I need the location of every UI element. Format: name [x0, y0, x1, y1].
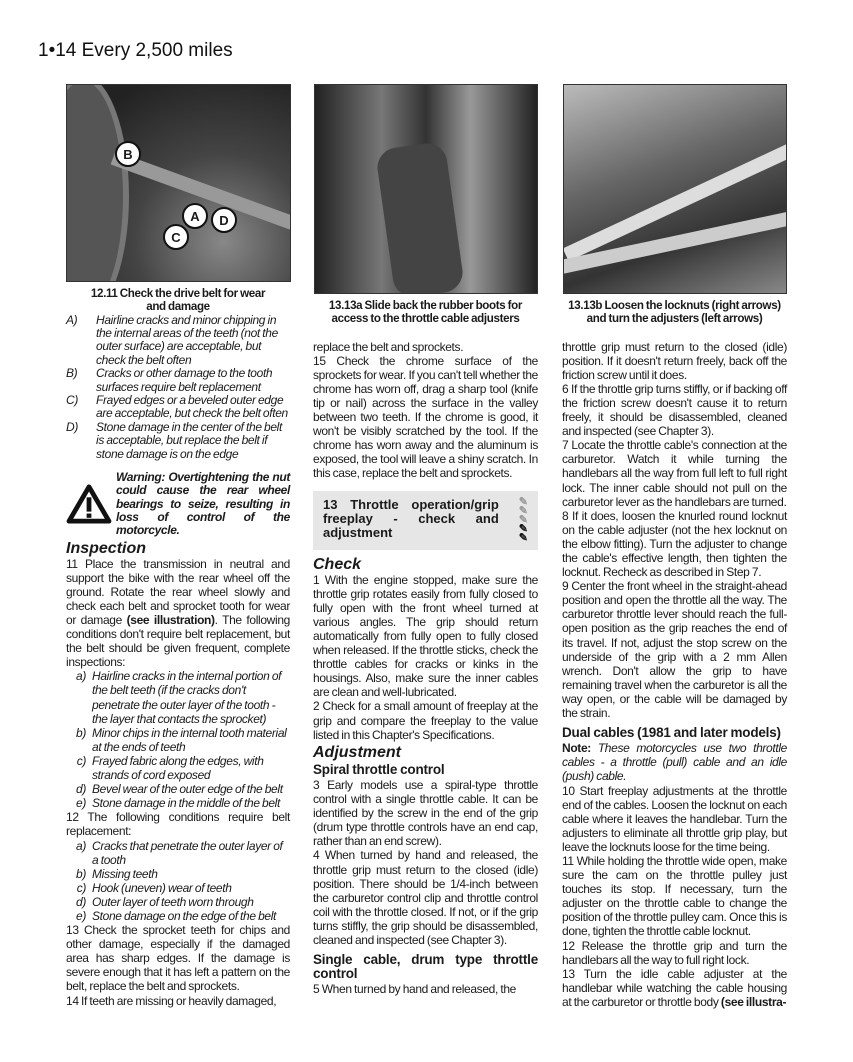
paragraph-5-cont: throttle grip must return to the closed (idle) position. If it doesn't return freely, back off the friction screw until it does.: [562, 339, 787, 382]
spanner-difficulty-icon: ✎ ✎ ✎ ✎ ✎: [518, 495, 528, 544]
callout-c: C: [163, 224, 189, 250]
paragraph-6: 6 If the throttle grip turns stiffly, or if backing off the friction screw doesn't cause it to return freely, it should be disassembled, cleaned and inspected (see Chapter 3).: [562, 381, 787, 439]
paragraph-10: 10 Start freeplay adjustments at the throttle end of the cables. Loosen the locknut on each cable where it leaves the handlebar. Turn the adjusters to eliminate all throttle grip play, but leave the locknuts loose for the time being.: [562, 783, 787, 854]
photo-rubber-boots: [314, 84, 538, 294]
photo-drive-belt: [66, 84, 291, 282]
paragraph-15: 15 Check the chrome surface of the sprockets for wear. If you can't tell whether the chrome has worn off, drag a sharp tool (knife tip or nail) across the surface in the valley between two teeth. If the chrome is good, it won't be visibly scratched by the tool. If the chrome has worn away and the aluminum is exposed, the tool will leave a shiny scratch. In this case, replace the belt and sprockets.: [313, 353, 538, 481]
paragraph-13: 13 Turn the idle cable adjuster at the handlebar while watching the cable housing at the carburetor or throttle body (see illustra-: [562, 966, 787, 1009]
legend-item: C) Frayed edges or a beveled outer edge are acceptable, but check the belt often: [66, 393, 288, 421]
figure-caption: 13.13b Loosen the locknuts (right arrows) and turn the adjusters (left arrows): [568, 299, 781, 326]
paragraph-14-cont: replace the belt and sprockets.: [313, 339, 464, 354]
heading-spiral: Spiral throttle control: [313, 761, 445, 777]
heading-check: Check: [313, 555, 362, 573]
column-middle: [313, 299, 538, 996]
paragraph-1: 1 With the engine stopped, make sure the throttle grip rotates easily from fully closed to fully open with the front wheel turned at various angles. The grip should return automatically from fully open to fully closed when released. If the throttle sticks, check the throttle cables for cracks or kinks in the housings. Also, make sure the inner cables are clean and well-lubricated.: [313, 572, 538, 700]
callout-a: A: [182, 203, 208, 229]
heading-single-cable: Single cable, drum type throttle control: [313, 952, 538, 982]
legend-item: D) Stone damage in the center of the belt is acceptable, but replace the belt if stone damage is on the edge: [66, 419, 282, 461]
paragraph-2: 2 Check for a small amount of freeplay at the grip and compare the freeplay to the value listed in this Chapter's Specifications.: [313, 699, 538, 742]
legend-item: A) Hairline cracks and minor chipping in the internal areas of the teeth (not the outer surface) are acceptable, but check the belt often: [66, 312, 278, 367]
legend-item: B) Cracks or other damage to the tooth surfaces require belt replacement: [66, 366, 273, 394]
heading-adjustment: Adjustment: [313, 743, 401, 761]
figure-caption: 13.13a Slide back the rubber boots for access to the throttle cable adjusters: [328, 299, 523, 326]
paragraph-4: 4 When turned by hand and released, the throttle grip must return to the closed (idle) position. There should be 1/4-inch between the carburetor control clip and throttle control coil with the throttle closed. If not, or if the grip turns stiffly, the grip should be disassembled, cleaned and inspected (see Chapter 3).: [313, 848, 538, 947]
paragraph-12: 12 The following conditions require belt replacement:: [66, 810, 290, 839]
paragraph-13: 13 Check the sprocket teeth for chips and other damage, especially if the damaged area has sharp edges. If the damage is severe enough that it has left a pattern on the belt, replace the belt and sprockets.: [66, 923, 290, 994]
column-left: [66, 287, 290, 1008]
photo-locknuts: [563, 84, 787, 294]
warning-box: Warning: Overtightening the nut could cause the rear wheel bearings to seize, resulting in loss of control of the motorcycle.: [66, 471, 290, 537]
paragraph-14: 14 If teeth are missing or heavily damaged,: [66, 993, 277, 1008]
paragraph-9: 9 Center the front wheel in the straight-ahead position and open the throttle all the way. The carburetor throttle lever should reach the full-open position as the grip reaches the end of its travel. If not, adjust the stop screw on the underside of the grip with a 2 mm Allen wrench. Don't allow the grip to have remaining travel when the carburetor is all the way open, or the cable will be damaged by the strain.: [562, 579, 787, 721]
heading-inspection: Inspection: [66, 539, 147, 557]
paragraph-5: 5 When turned by hand and released, the: [313, 982, 516, 997]
warning-icon: [66, 484, 112, 524]
section-heading-13: 13 Throttle operation/grip freeplay - check and adjustment ✎ ✎ ✎ ✎ ✎: [313, 491, 538, 550]
callout-b: B: [115, 141, 141, 167]
list-replace: a) Cracks that penetrate the outer layer of a tooth b) Missing teeth c) Hook (uneven) wear of teeth d) Outer layer of teeth worn through e) Stone damage on the edge of the belt: [76, 838, 283, 923]
figure-legend: [66, 314, 290, 461]
paragraph-11: 11 While holding the throttle wide open, make sure the cam on the throttle pulley just touches its stop. If necessary, turn the adjuster on the throttle cable to change the position of the throttle pulley cam. Once this is done, tighten the throttle cable locknut.: [562, 853, 787, 939]
column-right: [562, 299, 787, 1009]
figure-caption: 12.11 Check the drive belt for wear and damage: [90, 287, 266, 314]
paragraph-3: 3 Early models use a spiral-type throttle control with a single throttle cable. It can be identified by the screw in the end of the grip (drum type throttle controls have an end cap, rather than an end screw).: [313, 777, 538, 849]
paragraph-11: 11 Place the transmission in neutral and support the bike with the rear wheel off the ground. Rotate the rear wheel slowly and check each belt and sprocket tooth for wear or damage (see illustration). The following conditions don't require belt replacement, but the belt should be given frequent, complete inspections:: [66, 556, 290, 670]
paragraph-7: 7 Locate the throttle cable's connection at the carburetor. Watch it while turning the handlebars all the way from full left to full right lock. The inner cable should not pull on the carburetor lever as the handlebars are turned.: [562, 438, 787, 509]
heading-dual-cables: Dual cables (1981 and later models): [562, 725, 781, 741]
page-header: 1•14 Every 2,500 miles: [38, 40, 233, 61]
callout-d: D: [211, 207, 237, 233]
list-no-replace: a) Hairline cracks in the internal portion of the belt teeth (if the cracks don't penetrate the outer layer of the tooth - the layer that contacts the sprocket) b) Minor chips in the internal tooth material at the ends of teeth c) Frayed fabric along the edges, with strands of cord exposed d) Bevel wear of the outer edge of the belt e) Stone damage in the middle of the belt: [76, 669, 287, 811]
note: Note: These motorcycles use two throttle cables - a throttle (pull) cable and an idle (push) cable.: [562, 741, 787, 784]
paragraph-12: 12 Release the throttle grip and turn the handlebars all the way to full right lock.: [562, 938, 787, 967]
paragraph-8: 8 If it does, loosen the knurled round locknut on the cable adjuster (not the hex locknut on the elbow fitting). Turn the adjuster to change the cable's effective length, then tighten the locknut. Recheck as described in Step 7.: [562, 508, 787, 580]
